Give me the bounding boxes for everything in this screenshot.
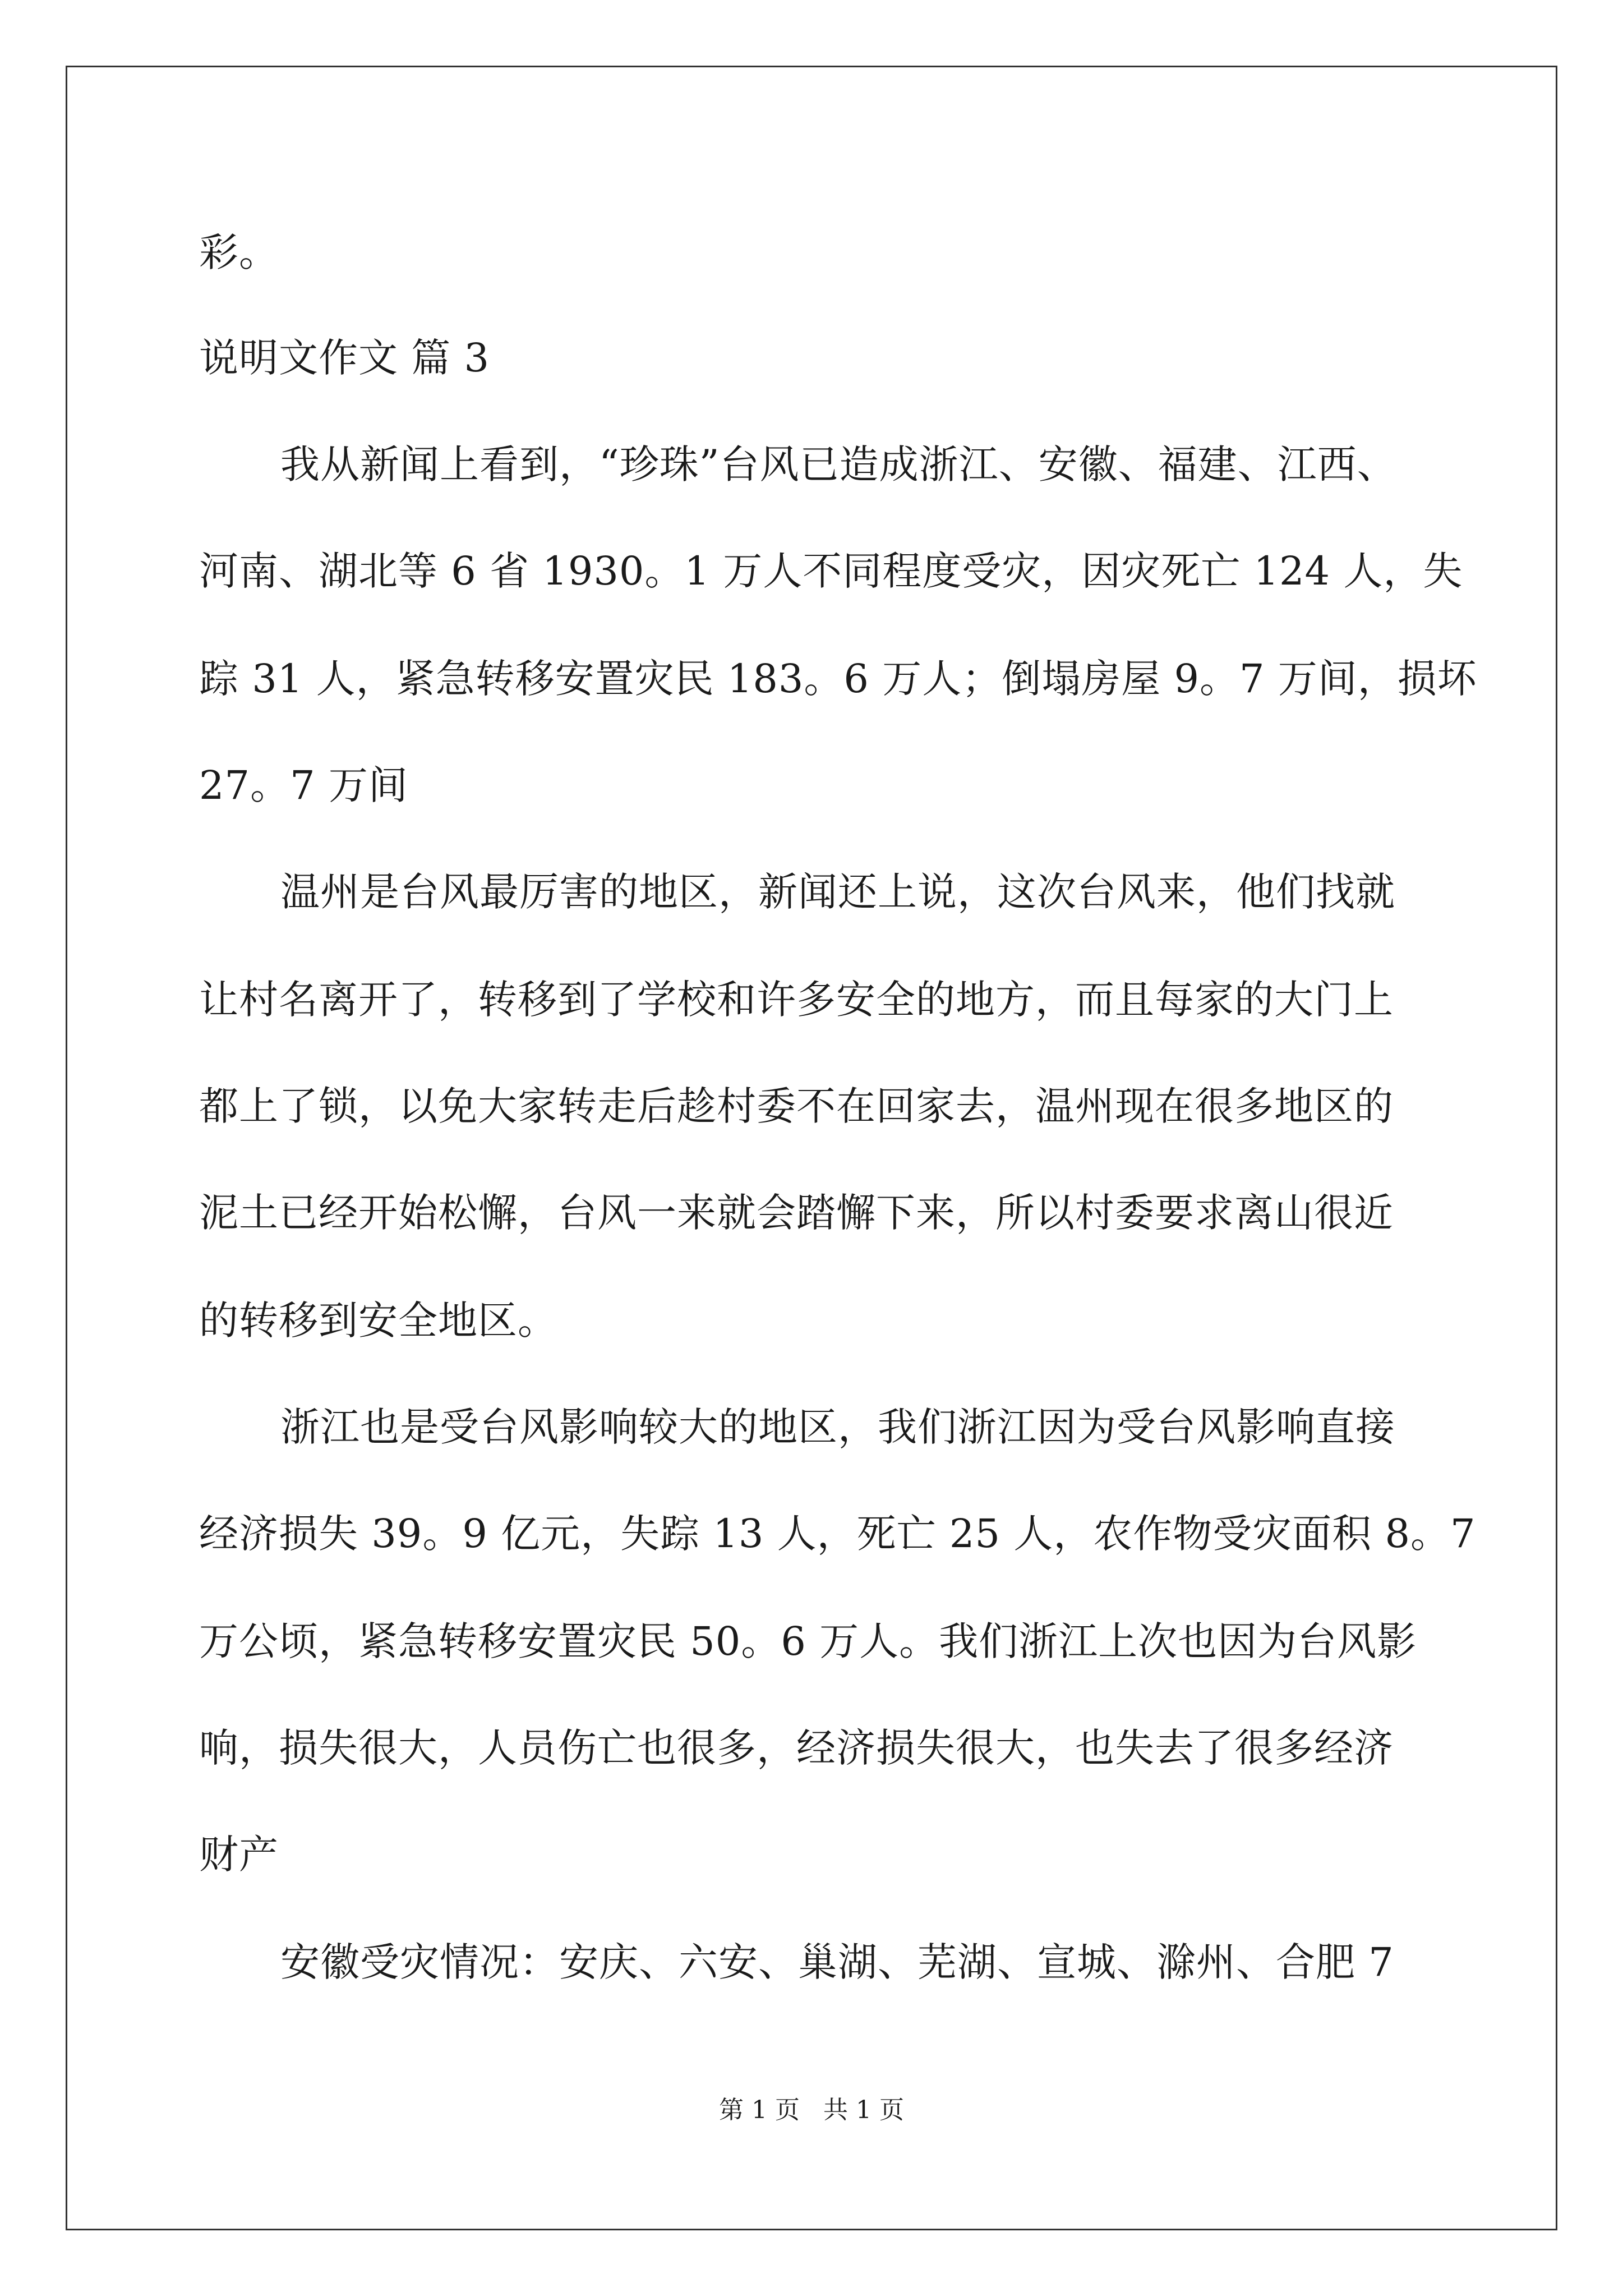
paragraph-line: 响，损失很大，人员伤亡也很多，经济损失很大，也失去了很多经济 <box>199 1725 1394 1771</box>
text-line: 彩。 <box>199 229 279 275</box>
paragraph-line: 安徽受灾情况：安庆、六安、巢湖、芜湖、宣城、滁州、合肥 7 <box>280 1939 1394 1985</box>
paragraph-line: 万公顷，紧急转移安置灾民 50。6 万人。我们浙江上次也因为台风影 <box>199 1618 1417 1664</box>
paragraph-line: 浙江也是受台风影响较大的地区，我们浙江因为受台风影响直接 <box>280 1404 1395 1450</box>
paragraph-line: 经济损失 39。9 亿元，失踪 13 人，死亡 25 人，农作物受灾面积 8。7 <box>199 1511 1476 1557</box>
paragraph-line: 温州是台风最厉害的地区，新闻还上说，这次台风来，他们找就 <box>280 869 1395 915</box>
paragraph-line: 我从新闻上看到，“珍珠”台风已造成浙江、安徽、福建、江西、 <box>280 441 1397 487</box>
page-frame <box>66 66 1557 2230</box>
paragraph-line: 泥土已经开始松懈，台风一来就会踏懈下来，所以村委要求离山很近 <box>199 1190 1394 1236</box>
section-heading: 说明文作文 篇 3 <box>199 335 490 381</box>
paragraph-line: 的转移到安全地区。 <box>199 1297 557 1343</box>
paragraph-line: 财产 <box>199 1832 279 1878</box>
paragraph-line: 27。7 万间 <box>199 762 408 808</box>
paragraph-line: 河南、湖北等 6 省 1930。1 万人不同程度受灾，因灾死亡 124 人，失 <box>199 548 1463 594</box>
paragraph-line: 让村名离开了，转移到了学校和许多安全的地方，而且每家的大门上 <box>199 977 1394 1023</box>
paragraph-line: 踪 31 人，紧急转移安置灾民 183。6 万人；倒塌房屋 9。7 万间，损坏 <box>199 656 1477 702</box>
paragraph-line: 都上了锁，以免大家转走后趁村委不在回家去，温州现在很多地区的 <box>199 1083 1394 1129</box>
page-number-footer: 第 1 页 共 1 页 <box>719 2096 904 2124</box>
